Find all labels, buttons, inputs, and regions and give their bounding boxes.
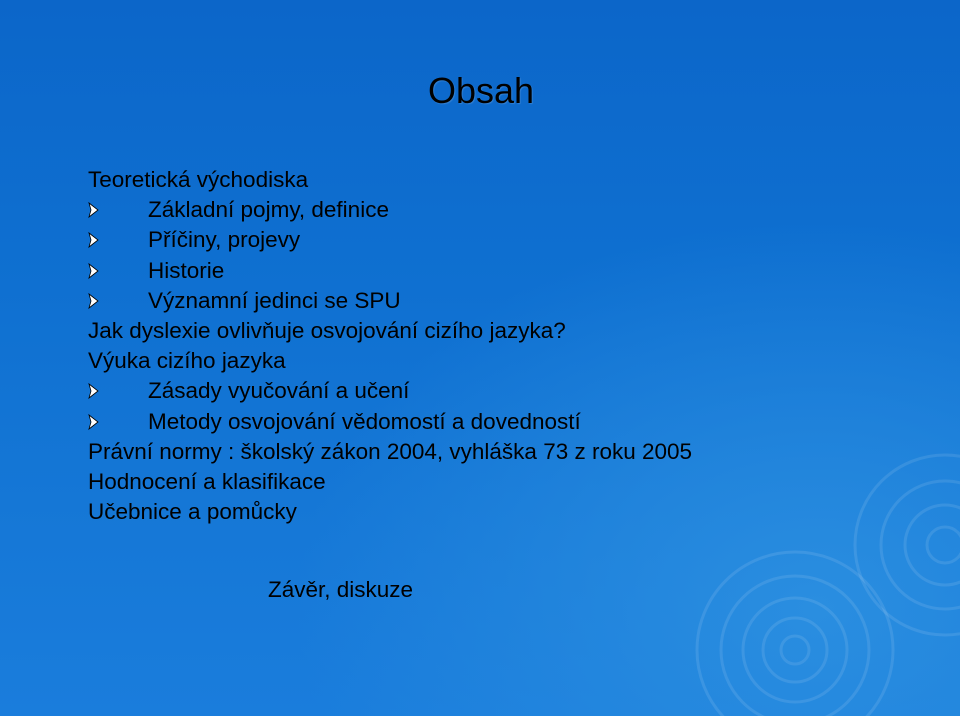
arrow-bullet-icon [88,230,100,250]
slide-title: Obsah [428,70,535,111]
arrow-bullet-icon [88,412,100,432]
list-item: Učebnice a pomůcky [88,499,297,525]
content-list [88,165,928,527]
list-item: Příčiny, projevy [88,225,928,255]
list-item: Výuka cizího jazyka [88,348,286,374]
list-item: Hodnocení a klasifikace [88,468,326,494]
list-item: Historie [88,256,928,286]
arrow-bullet-icon [88,200,100,220]
list-item: Významní jedinci se SPU [88,286,928,316]
list-item: Právní normy : školský zákon 2004, vyhláška 73 z roku 2005 [88,438,693,464]
arrow-bullet-icon [88,381,100,401]
list-item: Základní pojmy, definice [88,195,928,225]
list-item: Metody osvojování vědomostí a dovedností [88,407,928,437]
list-item: Zásady vyučování a učení [88,376,928,406]
list-item: Jak dyslexie ovlivňuje osvojování cizího jazyka? [88,317,566,343]
list-item: Teoretická východiska [88,167,309,192]
arrow-bullet-icon [88,261,100,281]
closing-item: Závěr, diskuze [268,577,414,602]
arrow-bullet-icon [88,291,100,311]
